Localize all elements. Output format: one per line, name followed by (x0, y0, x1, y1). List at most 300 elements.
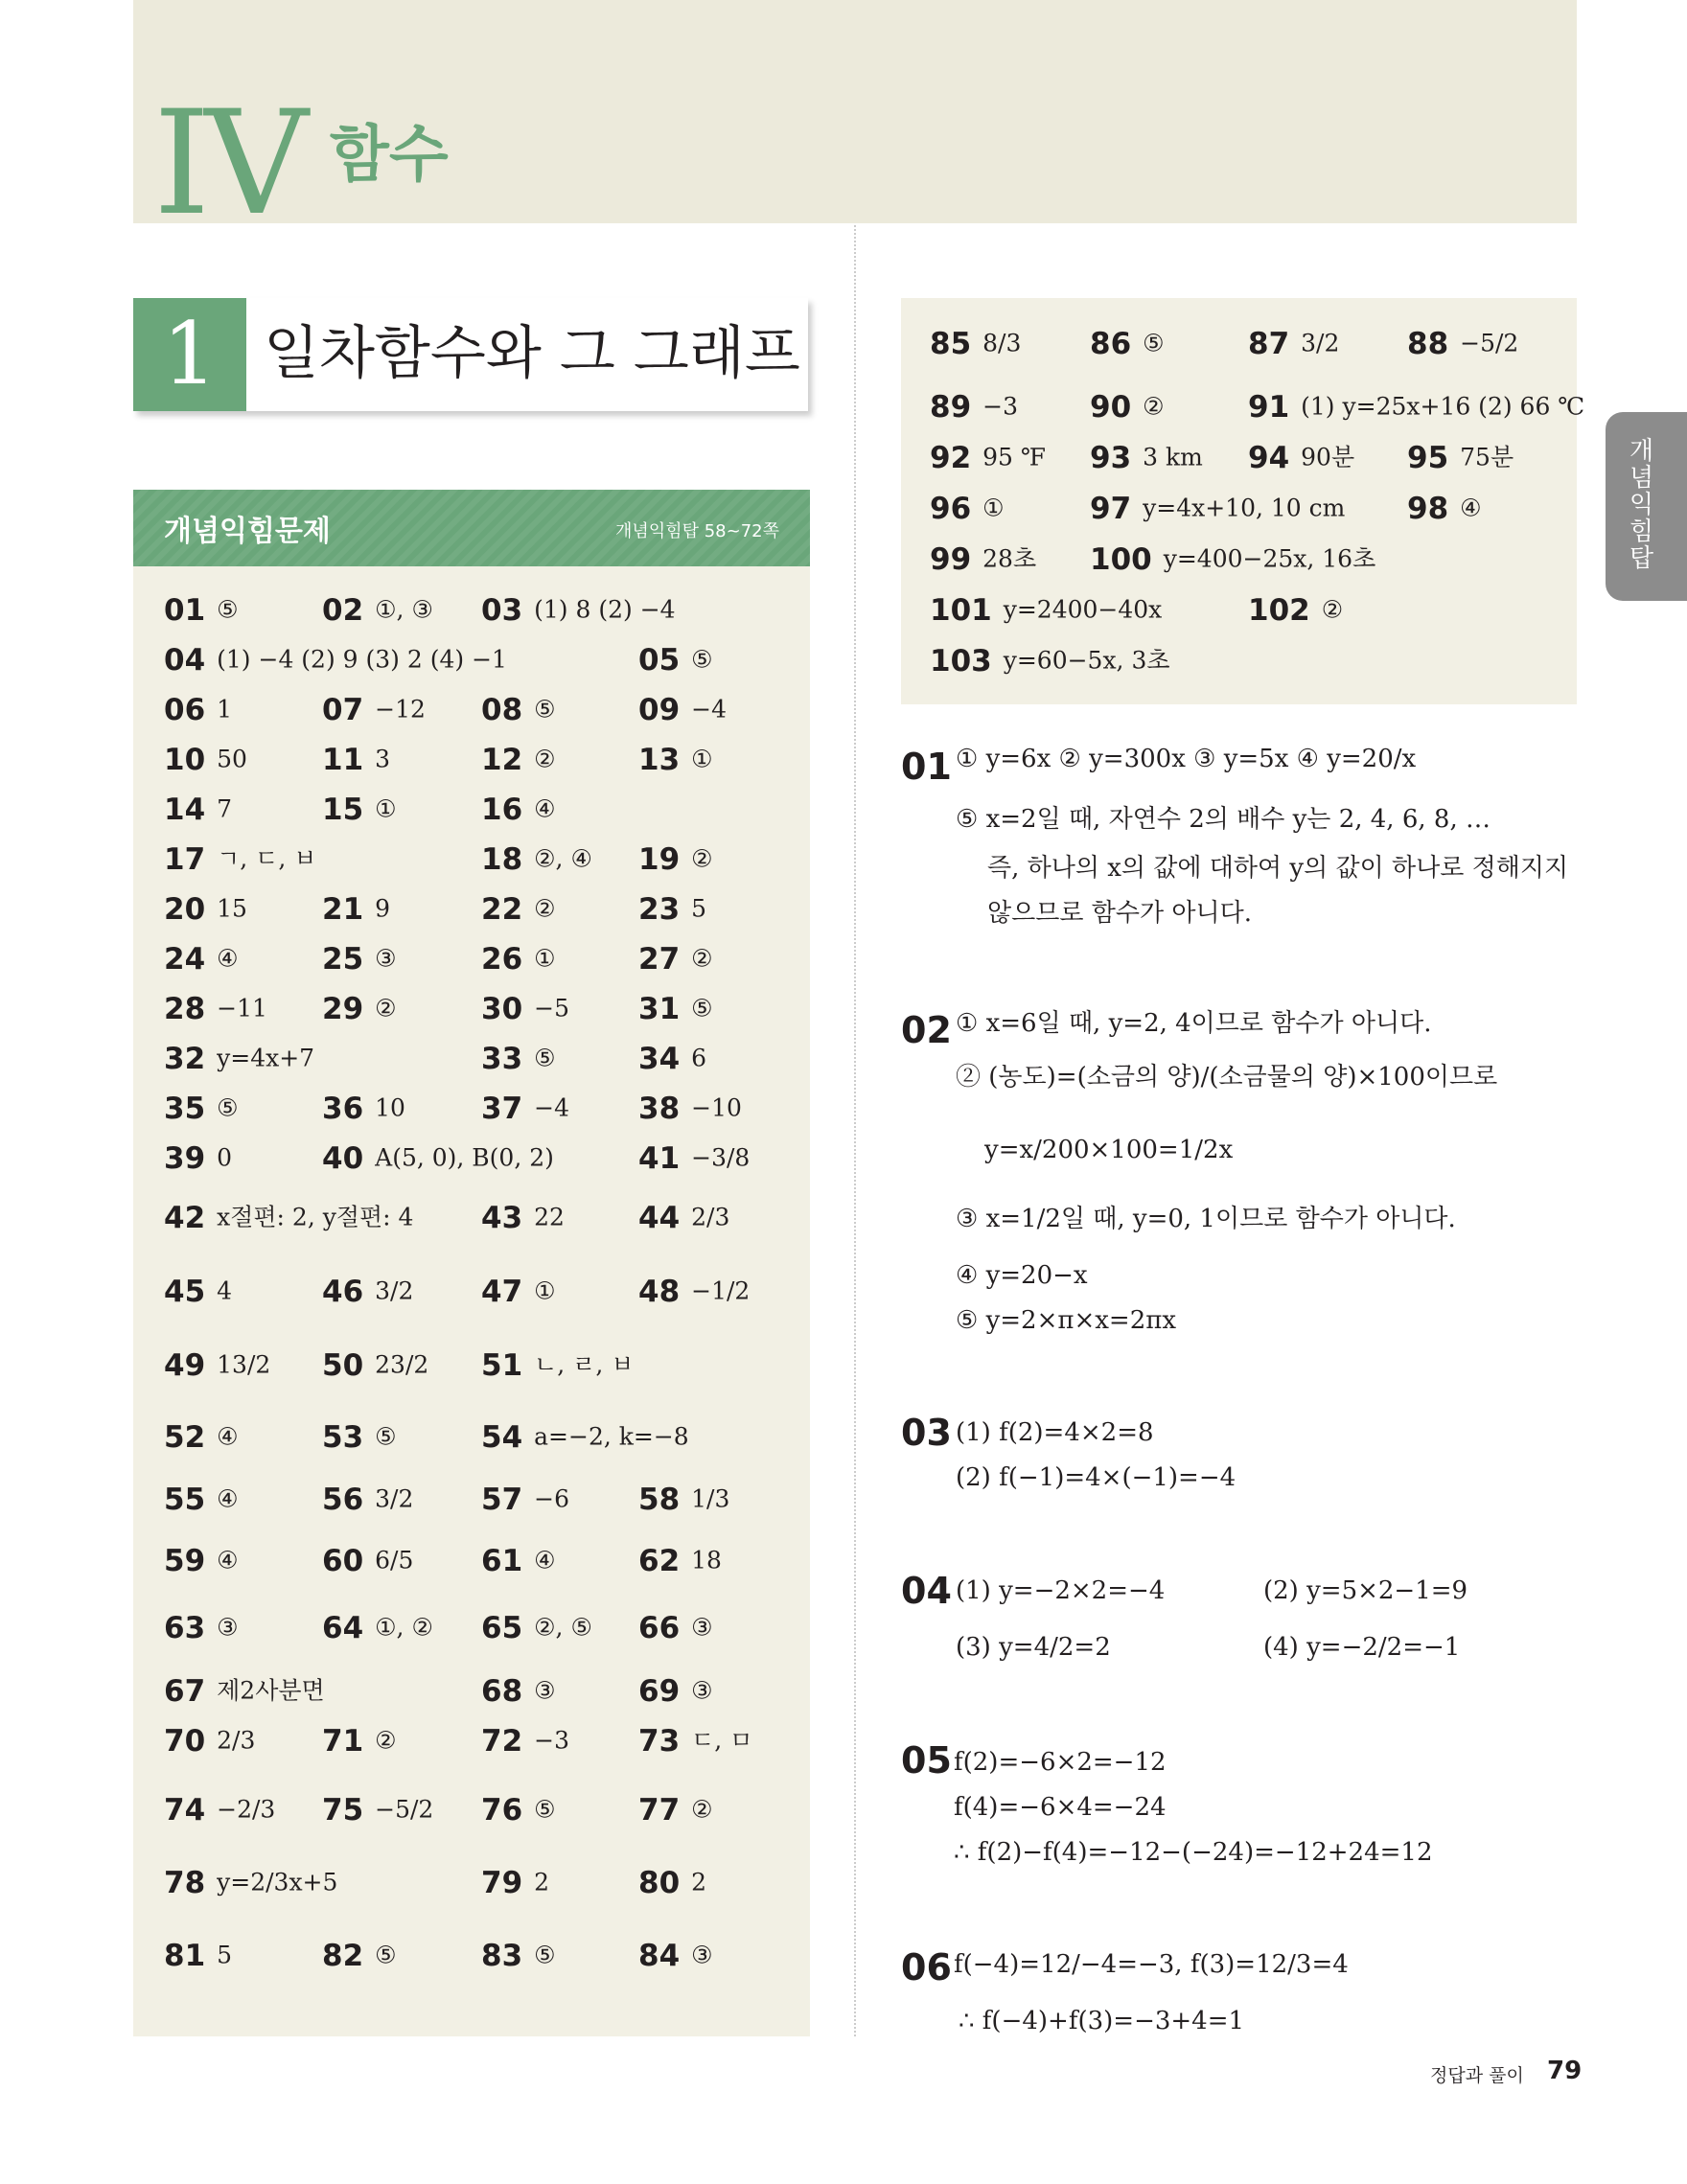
answer-item (1090, 492, 1345, 524)
answer-value: y=4x+10, 10 cm (1143, 494, 1346, 522)
answer-number: 68 (481, 1673, 523, 1709)
answer-panel-continued (901, 298, 1585, 704)
answer-number: 54 (481, 1419, 523, 1455)
answer-value: A(5, 0), B(0, 2) (375, 1143, 554, 1172)
answer-value: ③ (691, 1676, 713, 1705)
answer-item (164, 1674, 325, 1707)
answer-value: 28초 (982, 544, 1037, 573)
answer-number: 20 (164, 891, 206, 927)
answer-value: ② (375, 994, 397, 1023)
answer-item (164, 842, 316, 875)
answer-value: ② (534, 894, 556, 923)
answer-value: −4 (691, 695, 727, 724)
answer-value: ③ (691, 1941, 713, 1969)
answer-value: −5 (534, 994, 569, 1023)
answer-number: 22 (481, 891, 523, 927)
answer-number: 66 (638, 1610, 681, 1645)
answer-item (164, 992, 267, 1024)
answer-value: y=400−25x, 16초 (1163, 544, 1376, 573)
answer-number: 45 (164, 1274, 206, 1309)
answer-item (1248, 441, 1354, 473)
answer-item (481, 593, 676, 626)
answer-item (481, 892, 556, 925)
answer-number: 60 (322, 1543, 364, 1578)
answer-item (638, 1611, 713, 1644)
answer-number: 85 (930, 326, 972, 361)
answer-item (164, 942, 239, 975)
answer-number: 83 (481, 1938, 523, 1973)
answer-number: 18 (481, 841, 523, 877)
answer-value: −5/2 (1460, 329, 1519, 357)
answer-value: ② (1143, 392, 1165, 421)
answer-number: 38 (638, 1091, 681, 1126)
answer-item (322, 1724, 397, 1757)
answer-item (481, 1483, 569, 1515)
answer-number: 23 (638, 891, 681, 927)
solution-line: (2) y=5×2−1=9 (1263, 1576, 1468, 1605)
answer-value: ① (982, 494, 1005, 522)
answer-value: y=2/3x+5 (217, 1868, 338, 1897)
answer-value: 3/2 (375, 1484, 414, 1513)
answer-value: −3 (534, 1726, 569, 1755)
answer-item (1090, 390, 1165, 423)
answer-value: ③ (691, 1613, 713, 1642)
answer-item (164, 793, 232, 825)
solution-line: (1) y=−2×2=−4 (956, 1576, 1166, 1605)
answer-item (638, 693, 727, 725)
answer-number: 74 (164, 1792, 206, 1828)
answer-value: x절편: 2, y절편: 4 (217, 1203, 414, 1231)
answer-number: 70 (164, 1723, 206, 1759)
answer-number: 57 (481, 1482, 523, 1517)
answer-item (1407, 492, 1482, 524)
answer-item (638, 1483, 729, 1515)
section-title: 일차함수와 그 그래프 (264, 320, 800, 387)
answer-item (481, 1939, 556, 1971)
answer-number: 73 (638, 1723, 681, 1759)
answer-item (481, 1544, 556, 1576)
answer-value: 5 (691, 894, 707, 923)
answer-value: (1) y=25x+16 (2) 66 ℃ (1301, 392, 1585, 421)
answer-number: 14 (164, 792, 206, 827)
solution-line: (2) f(−1)=4×(−1)=−4 (956, 1463, 1236, 1492)
side-tab (1606, 412, 1687, 601)
answer-value: 4 (217, 1276, 233, 1305)
answer-item (481, 1611, 592, 1644)
answer-item (638, 1042, 706, 1074)
answer-value: 22 (534, 1203, 565, 1231)
answer-item (164, 1611, 239, 1644)
answer-number: 51 (481, 1347, 523, 1383)
solution-line: ② (농도)=(소금의 양)/(소금물의 양)×100이므로 (956, 1063, 1498, 1092)
answer-item (322, 1348, 428, 1381)
answer-value: 5 (217, 1941, 233, 1969)
answer-number: 08 (481, 692, 523, 727)
answer-item (322, 1483, 413, 1515)
answer-number: 44 (638, 1200, 681, 1235)
solution-line: f(−4)=12/−4=−3, f(3)=12/3=4 (954, 1950, 1349, 1979)
answer-item (164, 1042, 314, 1074)
answer-number: 05 (638, 642, 681, 678)
answer-item (481, 1793, 556, 1826)
solution-number: 01 (901, 746, 952, 788)
answer-item (638, 643, 713, 676)
answer-value: ②, ⑤ (534, 1613, 592, 1642)
answer-item (638, 842, 713, 875)
answer-number: 36 (322, 1091, 364, 1126)
answer-value: 7 (217, 794, 233, 823)
answer-number: 67 (164, 1673, 206, 1709)
answer-number: 69 (638, 1673, 681, 1709)
answer-value: 2/3 (217, 1726, 256, 1755)
answer-number: 93 (1090, 440, 1132, 475)
answer-number: 09 (638, 692, 681, 727)
answer-item (164, 1141, 232, 1174)
answer-item (164, 743, 247, 775)
answer-value: −11 (217, 994, 267, 1023)
answer-value: −3/8 (691, 1143, 751, 1172)
solution-line: f(2)=−6×2=−12 (954, 1748, 1167, 1777)
answer-value: ② (691, 944, 713, 973)
answer-panel-title: 개념익힘문제 (164, 515, 331, 548)
answer-number: 95 (1407, 440, 1449, 475)
answer-value: 10 (375, 1093, 405, 1122)
answer-number: 82 (322, 1938, 364, 1973)
solution-number: 05 (901, 1739, 952, 1782)
answer-item (638, 1793, 713, 1826)
answer-item (638, 1201, 729, 1233)
answer-value: ⑤ (534, 695, 556, 724)
solution-line: ① y=6x ② y=300x ③ y=5x ④ y=20/x (956, 745, 1417, 773)
answer-value: 90분 (1301, 443, 1355, 471)
answer-item (481, 1866, 549, 1898)
solution-line: ④ y=20−x (956, 1261, 1088, 1290)
answer-value: 2/3 (691, 1203, 730, 1231)
answer-value: ① (534, 1276, 556, 1305)
solution-line: ∴ f(2)−f(4)=−12−(−24)=−12+24=12 (954, 1838, 1433, 1867)
answer-value: ④ (217, 1546, 239, 1575)
answer-number: 13 (638, 742, 681, 777)
answer-number: 55 (164, 1482, 206, 1517)
answer-value: ⑤ (691, 994, 713, 1023)
answer-item (481, 842, 592, 875)
answer-number: 61 (481, 1543, 523, 1578)
answer-item (638, 1866, 706, 1898)
answer-item (930, 441, 1046, 473)
answer-item (481, 992, 569, 1024)
answer-item (638, 1939, 713, 1971)
answer-value: 2 (534, 1868, 550, 1897)
answer-number: 99 (930, 541, 972, 577)
chapter-title: 함수 (330, 120, 449, 191)
answer-value: ② (691, 844, 713, 873)
answer-number: 42 (164, 1200, 206, 1235)
answer-value: −10 (691, 1093, 742, 1122)
answer-number: 78 (164, 1865, 206, 1900)
answer-item (1248, 327, 1339, 359)
answer-item (322, 1544, 413, 1576)
answer-number: 35 (164, 1091, 206, 1126)
column-divider (854, 225, 856, 2036)
answer-number: 26 (481, 941, 523, 977)
answer-item (322, 1793, 433, 1826)
answer-item (322, 793, 397, 825)
answer-value: ⑤ (375, 1941, 397, 1969)
answer-item (1407, 441, 1514, 473)
answer-number: 53 (322, 1419, 364, 1455)
answer-value: 1/3 (691, 1484, 730, 1513)
answer-value: (1) −4 (2) 9 (3) 2 (4) −1 (217, 645, 507, 674)
answer-number: 100 (1090, 541, 1152, 577)
answer-item (1407, 327, 1518, 359)
answer-item (1090, 327, 1165, 359)
chapter-roman-numeral: IV (153, 80, 303, 247)
answer-number: 40 (322, 1140, 364, 1176)
answer-item (164, 892, 247, 925)
answer-item (481, 1042, 556, 1074)
answer-item (164, 1275, 232, 1307)
answer-number: 27 (638, 941, 681, 977)
answer-number: 11 (322, 742, 364, 777)
answer-number: 80 (638, 1865, 681, 1900)
answer-number: 16 (481, 792, 523, 827)
solution-line: (3) y=4/2=2 (956, 1633, 1111, 1662)
answer-item (481, 1275, 556, 1307)
answer-panel (133, 490, 810, 2036)
answer-value: ⑤ (534, 1795, 556, 1824)
answer-item (164, 1420, 239, 1453)
answer-number: 12 (481, 742, 523, 777)
answer-value: 75분 (1460, 443, 1514, 471)
answer-value: ② (691, 1795, 713, 1824)
answer-item (322, 992, 397, 1024)
solution-line: ③ x=1/2일 때, y=0, 1이므로 함수가 아니다. (956, 1205, 1456, 1233)
answer-number: 59 (164, 1543, 206, 1578)
answer-value: ②, ④ (534, 844, 592, 873)
answer-number: 43 (481, 1200, 523, 1235)
answer-value: ①, ② (375, 1613, 433, 1642)
answer-number: 37 (481, 1091, 523, 1126)
answer-value: −1/2 (691, 1276, 751, 1305)
answer-item (930, 644, 1170, 677)
answer-item (930, 593, 1162, 626)
answer-item (322, 743, 390, 775)
answer-number: 97 (1090, 491, 1132, 526)
answer-value: 18 (691, 1546, 722, 1575)
answer-item (164, 643, 507, 676)
footer-label: 정답과 풀이 (1430, 2065, 1524, 2086)
answer-number: 65 (481, 1610, 523, 1645)
answer-number: 19 (638, 841, 681, 877)
answer-number: 88 (1407, 326, 1449, 361)
answer-number: 17 (164, 841, 206, 877)
answer-value: ⑤ (691, 645, 713, 674)
solution-line: ⑤ x=2일 때, 자연수 2의 배수 y는 2, 4, 6, 8, … (956, 805, 1491, 834)
answer-number: 89 (930, 389, 972, 425)
answer-panel-header (133, 490, 810, 566)
answer-item (481, 1092, 569, 1124)
solution-line: (4) y=−2/2=−1 (1263, 1633, 1461, 1662)
answer-number: 96 (930, 491, 972, 526)
answer-number: 10 (164, 742, 206, 777)
answer-item (322, 1275, 413, 1307)
answer-item (164, 1939, 232, 1971)
answer-item (1090, 441, 1203, 473)
solution-number: 03 (901, 1412, 952, 1454)
section-number: 1 (133, 298, 246, 411)
answer-value: ④ (217, 944, 239, 973)
answer-item (164, 693, 232, 725)
answer-value: 50 (217, 745, 247, 773)
answer-number: 102 (1248, 592, 1310, 628)
answer-item (930, 492, 1005, 524)
solution-line: 않으므로 함수가 아니다. (987, 899, 1252, 928)
answer-value: (1) 8 (2) −4 (534, 595, 676, 624)
answer-number: 02 (322, 592, 364, 628)
answer-item (164, 1866, 337, 1898)
answer-item (930, 542, 1036, 575)
answer-number: 33 (481, 1041, 523, 1076)
answer-number: 72 (481, 1723, 523, 1759)
answer-number: 06 (164, 692, 206, 727)
answer-value: −5/2 (375, 1795, 434, 1824)
answer-number: 58 (638, 1482, 681, 1517)
answer-number: 56 (322, 1482, 364, 1517)
answer-value: 13/2 (217, 1350, 271, 1379)
answer-item (638, 1141, 750, 1174)
answer-value: 3/2 (375, 1276, 414, 1305)
answer-item (322, 693, 426, 725)
answer-value: 23/2 (375, 1350, 429, 1379)
answer-number: 47 (481, 1274, 523, 1309)
answer-number: 71 (322, 1723, 364, 1759)
answer-value: −12 (375, 695, 426, 724)
answer-value: ④ (217, 1484, 239, 1513)
answer-item (638, 1674, 713, 1707)
answer-value: 2 (691, 1868, 707, 1897)
answer-number: 03 (481, 592, 523, 628)
answer-value: ㄴ, ㄹ, ㅂ (534, 1350, 635, 1379)
solution-line: f(4)=−6×4=−24 (954, 1793, 1167, 1822)
answer-number: 52 (164, 1419, 206, 1455)
answer-number: 101 (930, 592, 992, 628)
answer-value: ③ (217, 1613, 239, 1642)
answer-number: 103 (930, 643, 992, 678)
answer-value: ①, ③ (375, 595, 433, 624)
answer-number: 87 (1248, 326, 1290, 361)
answer-item (481, 1420, 689, 1453)
answer-item (638, 1544, 722, 1576)
answer-value: ⑤ (217, 595, 239, 624)
answer-value: ⑤ (375, 1422, 397, 1451)
solution-line: ⑤ y=2×π×x=2πx (956, 1306, 1176, 1335)
answer-value: ④ (1460, 494, 1482, 522)
answer-value: −2/3 (217, 1795, 276, 1824)
answer-item (481, 1724, 569, 1757)
answer-item (481, 1674, 556, 1707)
answer-number: 79 (481, 1865, 523, 1900)
answer-value: ⑤ (1143, 329, 1165, 357)
answer-number: 31 (638, 991, 681, 1026)
answer-value: ⑤ (217, 1093, 239, 1122)
answer-value: 제2사분면 (217, 1676, 325, 1705)
answer-number: 15 (322, 792, 364, 827)
answer-item (638, 1724, 752, 1757)
answer-item (164, 1793, 275, 1826)
answer-item (481, 1201, 565, 1233)
answer-item (638, 1092, 742, 1124)
answer-number: 48 (638, 1274, 681, 1309)
answer-item (930, 327, 1021, 359)
side-tab-label: 개념익힘탑 (1625, 437, 1653, 571)
answer-number: 86 (1090, 326, 1132, 361)
answer-item (481, 1348, 634, 1381)
answer-value: ② (1321, 595, 1344, 624)
answer-number: 98 (1407, 491, 1449, 526)
answer-item (481, 693, 556, 725)
answer-value: 9 (375, 894, 391, 923)
section-heading (133, 298, 808, 411)
answer-item (1248, 593, 1343, 626)
answer-item (638, 942, 713, 975)
answer-value: ㄱ, ㄷ, ㅂ (217, 844, 317, 873)
answer-item (638, 892, 706, 925)
answer-value: 6/5 (375, 1546, 414, 1575)
answer-value: 3 (375, 745, 391, 773)
answer-value: 3 km (1143, 443, 1203, 471)
answer-number: 94 (1248, 440, 1290, 475)
solution-number: 06 (901, 1946, 952, 1989)
answer-value: −3 (982, 392, 1018, 421)
answer-item (322, 1420, 397, 1453)
answer-item (164, 1348, 270, 1381)
answer-item (322, 593, 433, 626)
answer-value: ② (375, 1726, 397, 1755)
answer-value: −4 (534, 1093, 569, 1122)
answer-value: 8/3 (982, 329, 1022, 357)
solution-line: y=x/200×100=1/2x (984, 1136, 1234, 1164)
answer-item (930, 390, 1018, 423)
answer-number: 76 (481, 1792, 523, 1828)
answer-item (164, 1544, 239, 1576)
answer-number: 75 (322, 1792, 364, 1828)
answer-value: 1 (217, 695, 233, 724)
answer-number: 07 (322, 692, 364, 727)
answer-number: 49 (164, 1347, 206, 1383)
answer-value: 0 (217, 1143, 233, 1172)
answer-number: 21 (322, 891, 364, 927)
answer-panel-reference: 개념익힘탑 58~72쪽 (615, 521, 779, 541)
answer-number: 29 (322, 991, 364, 1026)
answer-number: 32 (164, 1041, 206, 1076)
answer-item (322, 1611, 433, 1644)
answer-value: ④ (534, 1546, 556, 1575)
answer-number: 77 (638, 1792, 681, 1828)
answer-item (481, 743, 556, 775)
answer-item (164, 1201, 413, 1233)
answer-value: ③ (534, 1676, 556, 1705)
answer-item (322, 1092, 405, 1124)
solution-line: (1) f(2)=4×2=8 (956, 1418, 1154, 1447)
solution-line: ① x=6일 때, y=2, 4이므로 함수가 아니다. (956, 1009, 1432, 1038)
answer-number: 34 (638, 1041, 681, 1076)
answer-item (638, 743, 713, 775)
answer-item (164, 1483, 239, 1515)
answer-item (164, 1724, 255, 1757)
answer-value: ① (691, 745, 713, 773)
answer-value: a=−2, k=−8 (534, 1422, 689, 1451)
answer-value: ㄷ, ㅁ (691, 1726, 753, 1755)
